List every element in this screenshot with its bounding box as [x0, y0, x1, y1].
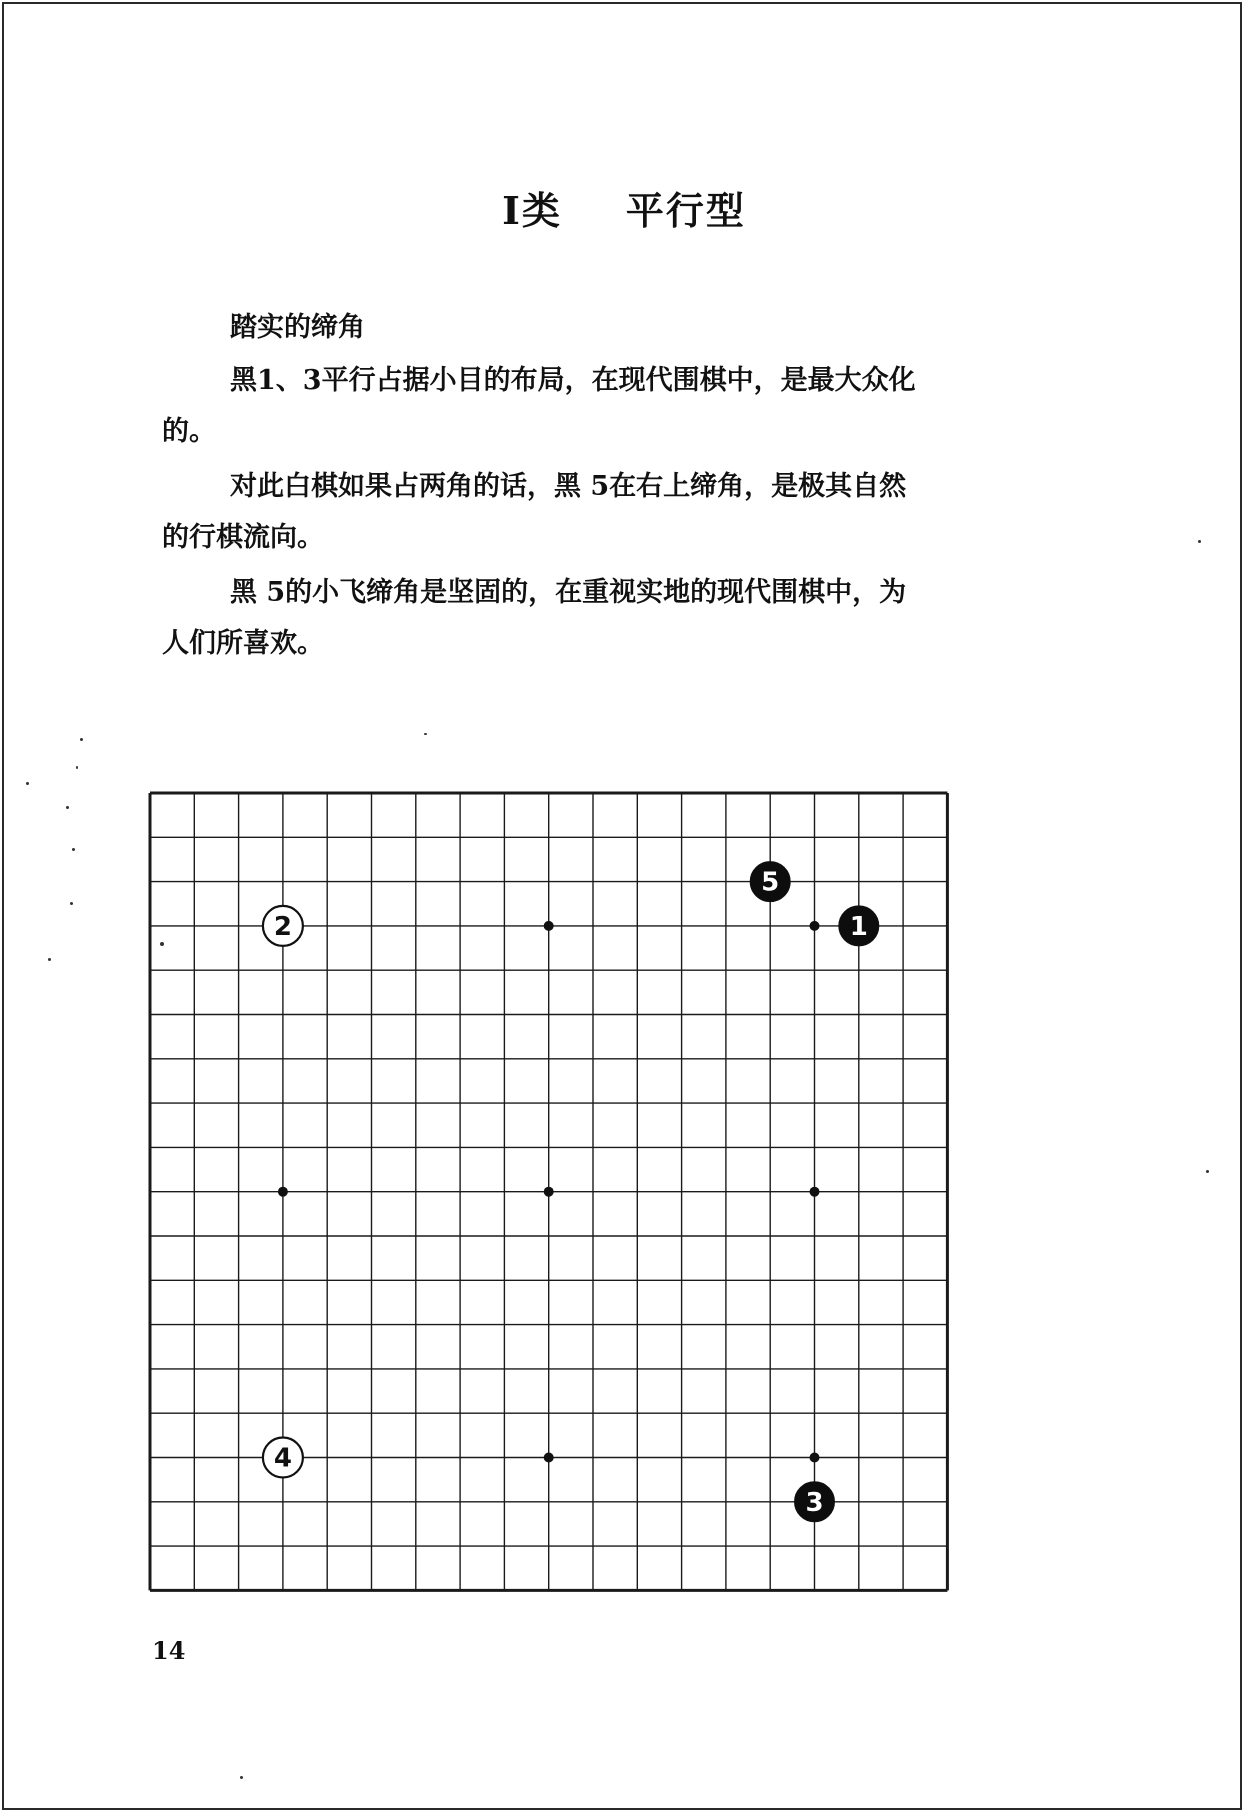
star-point	[810, 921, 820, 931]
go-board-svg	[140, 783, 960, 1609]
scan-speck	[70, 902, 73, 905]
scan-speck	[48, 958, 51, 961]
stone-move-number: 3	[805, 1487, 824, 1518]
white-stone-4	[263, 1438, 303, 1478]
paragraph-3: 黑 5的小飞缔角是坚固的，在重视实地的现代围棋中，为人们所喜欢。	[162, 577, 907, 659]
title-category: Ⅰ类	[502, 188, 562, 233]
star-point	[544, 1187, 554, 1197]
paragraph-1: 黑1、3平行占据小目的布局，在现代围棋中，是最大众化的。	[162, 365, 916, 447]
scan-speck	[26, 782, 29, 785]
stone-move-number: 5	[761, 867, 780, 898]
scan-speck	[1206, 1170, 1209, 1173]
stone-move-number: 4	[273, 1443, 292, 1474]
stone-move-number: 1	[849, 911, 868, 942]
section-subheading: 踏实的缔角	[230, 312, 365, 343]
scan-speck	[80, 738, 83, 741]
black-stone-1	[839, 906, 879, 946]
scan-speck	[424, 733, 427, 735]
go-board-diagram	[140, 783, 960, 1609]
black-stone-3	[795, 1482, 835, 1522]
page-number: 14	[152, 1636, 186, 1665]
white-stone-2	[263, 906, 303, 946]
title-name: 平行型	[625, 188, 746, 233]
scan-speck	[1198, 540, 1201, 543]
scan-speck	[66, 806, 69, 809]
star-point	[810, 1453, 820, 1463]
stone-move-number: 2	[273, 911, 292, 942]
star-point	[544, 1453, 554, 1463]
star-point	[278, 1187, 288, 1197]
scan-speck	[72, 848, 75, 851]
scan-speck	[160, 942, 164, 946]
star-point	[810, 1187, 820, 1197]
text-block	[162, 302, 932, 673]
black-stone-5	[750, 862, 790, 902]
star-point	[544, 921, 554, 931]
page-title	[0, 180, 1248, 235]
scan-speck	[76, 766, 78, 769]
paragraph-2: 对此白棋如果占两角的话，黑 5在右上缔角，是极其自然的行棋流向。	[162, 471, 907, 553]
scan-speck	[240, 1776, 243, 1779]
